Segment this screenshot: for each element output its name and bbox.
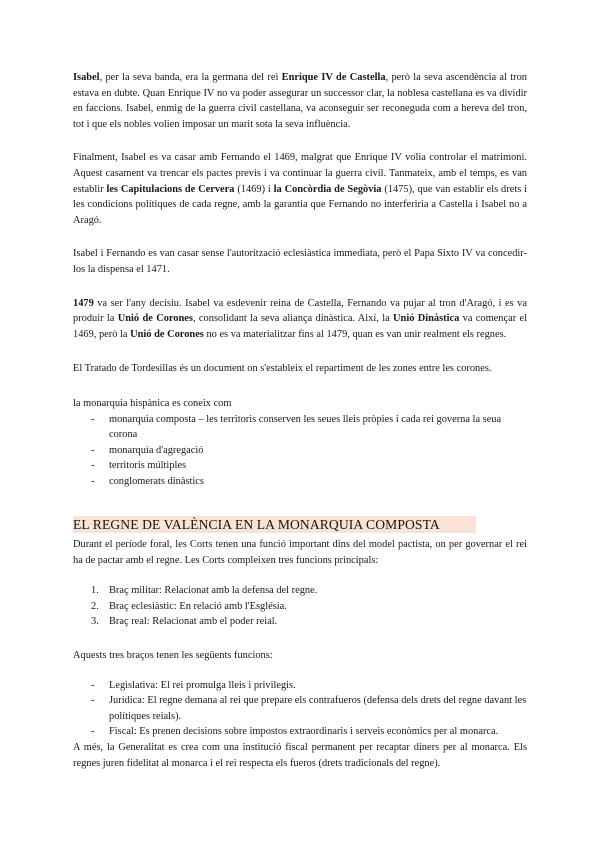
bold-concordia: la Concòrdia de Segòvia [273, 183, 382, 195]
text-span: no es va materialitzar fins al 1479, quan es van unir realment els regnes. [203, 328, 507, 340]
list-item [73, 693, 527, 724]
dash-bullet: - [91, 475, 95, 487]
paragraph-marriage [73, 150, 527, 228]
list-number: 2. [91, 600, 99, 612]
list-number: 3. [91, 616, 99, 628]
functions-list [73, 678, 527, 740]
list-item [73, 583, 527, 599]
list-item [73, 474, 527, 490]
paragraph-dispensation: Isabel i Fernando es van casar sense l'autorització eclesiàstica immediata, però el Papa Sixto IV va concedir-los la dispensa el 1471. [73, 248, 527, 275]
bold-unio-dinastica: Unió Dinàstica [393, 313, 460, 325]
dash-bullet: - [91, 695, 95, 707]
list-item-text: Jurídica: El regne demana al rei que prepare els contrafueros (defensa dels drets del regne davant les polítiques reials). [109, 695, 527, 722]
paragraph-tordesillas: El Tratado de Tordesillas és un document on s'estableix el repartiment de les zones entre les corones. [73, 363, 492, 375]
dash-bullet: - [91, 444, 95, 456]
list-item [73, 412, 527, 443]
list-item [73, 599, 527, 615]
paragraph-functions-intro: Aquests tres braços tenen les següents funcions: [73, 650, 273, 662]
list-number: 1. [91, 585, 99, 597]
list-item-text: territoris múltiples [109, 460, 187, 472]
list-item-text: monarquia composta – les territoris conserven les seues lleis pròpies i cada rei governa la seua corona [109, 413, 502, 441]
list-item-text: conglomerats dinàstics [109, 475, 204, 487]
list-item-text: Braç militar: Relacionat amb la defensa del regne. [109, 585, 318, 597]
section-heading: EL REGNE DE VALÈNCIA EN LA MONARQUIA COMPOSTA [73, 516, 476, 533]
text-span: Finalment, Isabel es va casar amb Fernando el 1469, malgrat que Enrique IV volia controlar el matrimoni. Aquest casament va trencar els pactes previs i va continuar la guerra civil. Tanmateix, amb el temps, es van establir [73, 152, 527, 195]
list-item-text: Braç real: Relacionat amb el poder reial. [109, 616, 278, 628]
section-heading-wrap [73, 516, 527, 535]
list-item-text: Braç eclesiàstic: En relació amb l'Església. [109, 600, 287, 612]
list-item-text: Fiscal: Es prenen decisions sobre impostos extraordinaris i serveis econòmics per al monarca. [109, 726, 499, 738]
bold-isabel: Isabel [73, 72, 100, 83]
text-span: va ser l'any decisiu. Isabel va esdevenir reina de Castella, Fernando va pujar al tron d'Aragó, i es va produir la [73, 297, 527, 325]
paragraph-1479 [73, 296, 527, 343]
list-item [73, 678, 527, 694]
bold-unio-corones: Unió de Corones [117, 313, 193, 325]
dash-bullet: - [91, 679, 95, 691]
arms-list [73, 583, 527, 630]
text-span: , per la seva banda, era la germana del rei [99, 72, 282, 83]
paragraph-isabel [73, 70, 527, 132]
bold-enrique: Enrique IV de Castella [281, 72, 386, 83]
bold-capitulacions: les Capitulacions de Cervera [106, 183, 235, 195]
list-item [73, 614, 527, 630]
text-span: , però la seva ascendència al tron estava en dubte. Quan Enrique IV no va poder assegurar un successor clar, la noblesa castellana es va dividir en faccions. Isabel, enmig de la guerra civil castellana, va aconseguir ser reconeguda com a hereva del tron, tot i que els nobles volien imposar un marit sota la seva influència. [73, 72, 527, 130]
bold-unio-corones-2: Unió de Corones [130, 328, 204, 340]
text-span: (1469) i [234, 183, 274, 195]
paragraph-generalitat: A més, la Generalitat es crea com una institució fiscal permanent per recaptar diners per al monarca. Els regnes juren fidelitat al monarca i el rei respecta els fueros (drets tradicionals del regne). [73, 742, 527, 769]
paragraph-monarchy-intro: la monarquia hispànica es coneix com [73, 397, 232, 409]
list-item [73, 458, 527, 474]
monarchy-list [73, 412, 527, 490]
text-span: , consolidant la seva aliança dinàstica. Així, la [192, 313, 394, 325]
dash-bullet: - [91, 460, 95, 472]
dash-bullet: - [91, 726, 95, 738]
dash-bullet: - [91, 413, 95, 425]
text-span: (1475), que van establir els drets i les condicions polítiques de cada regne, amb la garantia que Fernando no interferiria a Castella i Isabel no a Aragó. [73, 183, 527, 226]
paragraph-corts: Durant el període foral, les Corts tenen una funció important dins del model pactista, on per governar el rei ha de pactar amb el regne. Les Corts compleixen tres funcions principals: [73, 539, 527, 566]
list-item [73, 443, 527, 459]
list-item-text: Legislativa: El rei promulga lleis i privilegis. [109, 679, 296, 691]
list-item-text: monarquia d'agregació [109, 444, 204, 456]
bold-1479: 1479 [73, 297, 94, 309]
list-item [73, 724, 527, 740]
text-span: va començar el 1469, però la [73, 313, 527, 340]
